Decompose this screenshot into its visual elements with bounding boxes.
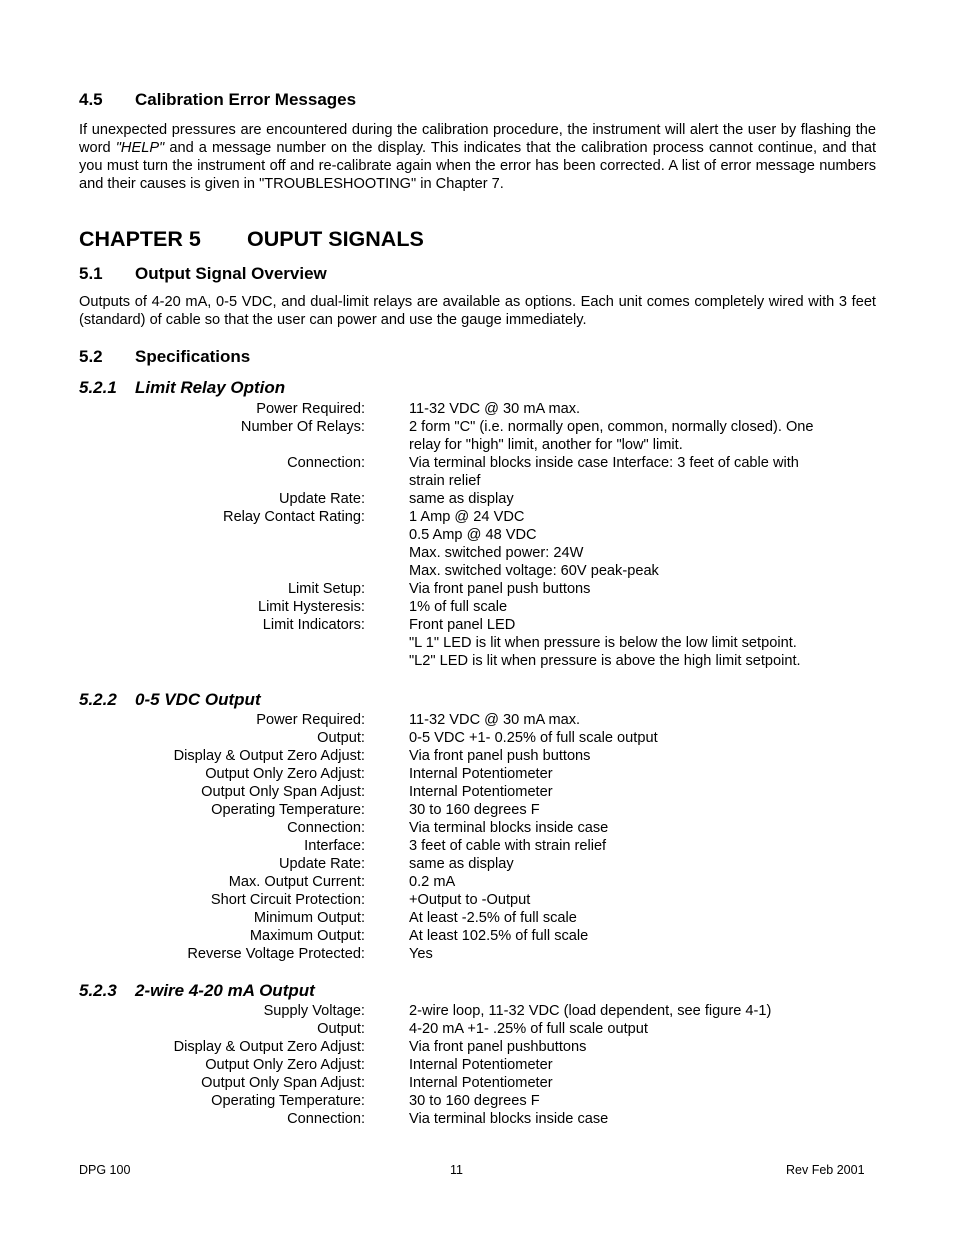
spec-row [79,598,876,616]
spec-label: Supply Voltage: [263,1003,365,1019]
spec-values [409,490,876,508]
spec-row [79,1002,876,1020]
section-title: Output Signal Overview [135,264,327,283]
spec-values [409,418,876,454]
footer-revision: Rev Feb 2001 [786,1163,865,1177]
chapter-number: CHAPTER 5 [79,227,201,251]
paragraph-text: If unexpected pressures are encountered during the calibration procedure, the instrument will alert the user by flashing the word [79,122,876,156]
spec-value: Max. switched voltage: 60V peak-peak [409,563,659,579]
spec-row [79,747,876,765]
spec-values [409,729,876,747]
spec-label: Display & Output Zero Adjust: [173,748,365,764]
section-5-1-paragraph: Outputs of 4-20 mA, 0-5 VDC, and dual-limit relays are available as options. Each unit comes completely wired with 3 feet (standard) of cable so that the user can power and use the gauge immediately. [79,294,876,328]
spec-value: same as display [409,491,514,507]
spec-value: Internal Potentiometer [409,766,553,782]
spec-label: Connection: [287,455,365,471]
spec-label: Minimum Output: [253,910,365,926]
spec-value: Internal Potentiometer [409,1075,553,1091]
spec-label: Output Only Span Adjust: [201,1075,365,1091]
spec-values [409,855,876,873]
spec-label: Update Rate: [279,856,365,872]
spec-values [409,873,876,891]
spec-row [79,1110,876,1128]
spec-row [79,1038,876,1056]
paragraph-text: and a message number on the display. This indicates that the calibration process cannot continue, and that you must turn the instrument off and re-calibrate again when the error has been corrected. A list of error message numbers and their causes is given in "TROUBLESHOOTING" in Chapter 7. [79,140,877,192]
spec-label: Reverse Voltage Protected: [187,946,365,962]
spec-values [409,580,876,598]
spec-label: Output Only Zero Adjust: [205,1057,365,1073]
spec-values [409,1056,876,1074]
spec-value: "L 1" LED is lit when pressure is below the low limit setpoint. [409,635,797,651]
section-4-5-paragraph [79,121,876,193]
spec-values [409,837,876,855]
subsection-5-2-3-heading [79,981,315,1001]
spec-value: strain relief [409,473,481,489]
spec-label: Output Only Zero Adjust: [205,766,365,782]
spec-values [409,454,876,490]
spec-values [409,616,876,670]
paragraph-emphasis: "HELP" [115,140,165,156]
spec-values [409,400,876,418]
spec-value: 3 feet of cable with strain relief [409,838,607,854]
spec-row [79,819,876,837]
spec-row [79,580,876,598]
spec-values [409,801,876,819]
spec-value: "L2" LED is lit when pressure is above the high limit setpoint. [409,653,801,669]
spec-values [409,783,876,801]
spec-value: +Output to -Output [409,892,531,908]
section-number: 5.2 [79,347,103,366]
spec-row [79,454,876,490]
spec-row [79,927,876,945]
spec-value: relay for "high" limit, another for "low" limit. [409,437,683,453]
spec-values [409,927,876,945]
spec-row [79,400,876,418]
spec-values [409,891,876,909]
vdc-output-spec-table [79,711,876,963]
spec-row [79,711,876,729]
spec-value: At least 102.5% of full scale [409,928,589,944]
spec-value: 2 form "C" (i.e. normally open, common, normally closed). One [409,419,814,435]
spec-value: Via front panel push buttons [409,581,591,597]
spec-value: 0.2 mA [409,874,456,890]
subsection-title: 2-wire 4-20 mA Output [135,981,315,1000]
chapter-title: OUPUT SIGNALS [247,227,424,251]
spec-row [79,1074,876,1092]
spec-label: Display & Output Zero Adjust: [173,1039,365,1055]
spec-values [409,1110,876,1128]
spec-row [79,891,876,909]
spec-values [409,909,876,927]
section-title: Calibration Error Messages [135,90,357,109]
spec-row [79,490,876,508]
subsection-number: 5.2.1 [79,378,117,397]
spec-label: Limit Hysteresis: [257,599,365,615]
spec-label: Relay Contact Rating: [223,509,365,525]
spec-values [409,1002,876,1020]
spec-label: Short Circuit Protection: [210,892,365,908]
spec-label: Update Rate: [279,491,365,507]
spec-row [79,945,876,963]
spec-value: 30 to 160 degrees F [409,1093,540,1109]
section-4-5-heading [79,90,356,110]
spec-values [409,1038,876,1056]
spec-values [409,711,876,729]
spec-value: 11-32 VDC @ 30 mA max. [409,712,581,728]
spec-row [79,765,876,783]
section-number: 4.5 [79,90,103,109]
spec-value: Front panel LED [409,617,516,633]
spec-label: Power Required: [256,401,365,417]
spec-values [409,598,876,616]
spec-value: Internal Potentiometer [409,784,553,800]
spec-row [79,508,876,580]
spec-label: Limit Setup: [287,581,365,597]
footer-page-number: 11 [450,1163,463,1177]
spec-label: Max. Output Current: [228,874,365,890]
spec-row [79,909,876,927]
spec-values [409,765,876,783]
spec-values [409,747,876,765]
subsection-title: 0-5 VDC Output [135,690,261,709]
spec-value: 2-wire loop, 11-32 VDC (load dependent, see figure 4-1) [409,1003,772,1019]
spec-value: Internal Potentiometer [409,1057,553,1073]
spec-value: Via terminal blocks inside case Interface: 3 feet of cable with [409,455,799,471]
spec-value: 0-5 VDC +1- 0.25% of full scale output [409,730,658,746]
spec-value: 30 to 160 degrees F [409,802,540,818]
spec-label: Limit Indicators: [262,617,365,633]
spec-value: 1% of full scale [409,599,508,615]
subsection-number: 5.2.3 [79,981,117,1000]
spec-values [409,1092,876,1110]
spec-row [79,783,876,801]
spec-label: Maximum Output: [249,928,365,944]
spec-value: Via terminal blocks inside case [409,1111,609,1127]
footer-document-id: DPG 100 [79,1163,131,1177]
limit-relay-spec-table [79,400,876,670]
spec-value: 0.5 Amp @ 48 VDC [409,527,537,543]
spec-values [409,508,876,580]
spec-label: Number Of Relays: [240,419,365,435]
spec-value: Via terminal blocks inside case [409,820,609,836]
spec-label: Power Required: [256,712,365,728]
section-title: Specifications [135,347,251,366]
spec-value: 1 Amp @ 24 VDC [409,509,525,525]
spec-label: Output Only Span Adjust: [201,784,365,800]
spec-value: At least -2.5% of full scale [409,910,577,926]
subsection-5-2-2-heading [79,690,261,710]
section-5-1-heading [79,264,327,284]
spec-value: same as display [409,856,514,872]
spec-value: Via front panel pushbuttons [409,1039,587,1055]
spec-row [79,1056,876,1074]
spec-row [79,418,876,454]
spec-values [409,945,876,963]
spec-row [79,1092,876,1110]
spec-value: Yes [409,946,433,962]
spec-values [409,819,876,837]
spec-values [409,1074,876,1092]
spec-label: Interface: [304,838,365,854]
section-number: 5.1 [79,264,103,283]
spec-row [79,837,876,855]
spec-label: Operating Temperature: [211,802,365,818]
spec-row [79,801,876,819]
spec-label: Output: [317,1021,365,1037]
spec-label: Output: [317,730,365,746]
spec-row [79,855,876,873]
spec-value: Max. switched power: 24W [409,545,584,561]
spec-row [79,729,876,747]
subsection-number: 5.2.2 [79,690,117,709]
subsection-title: Limit Relay Option [135,378,286,397]
ma-output-spec-table [79,1002,876,1128]
spec-label: Connection: [287,1111,365,1127]
section-5-2-heading [79,347,250,367]
spec-row [79,873,876,891]
spec-value: 4-20 mA +1- .25% of full scale output [409,1021,648,1037]
spec-label: Connection: [287,820,365,836]
chapter-heading [79,227,424,252]
spec-row [79,616,876,670]
spec-value: 11-32 VDC @ 30 mA max. [409,401,581,417]
spec-value: Via front panel push buttons [409,748,591,764]
subsection-5-2-1-heading [79,378,285,398]
spec-values [409,1020,876,1038]
spec-row [79,1020,876,1038]
spec-label: Operating Temperature: [211,1093,365,1109]
